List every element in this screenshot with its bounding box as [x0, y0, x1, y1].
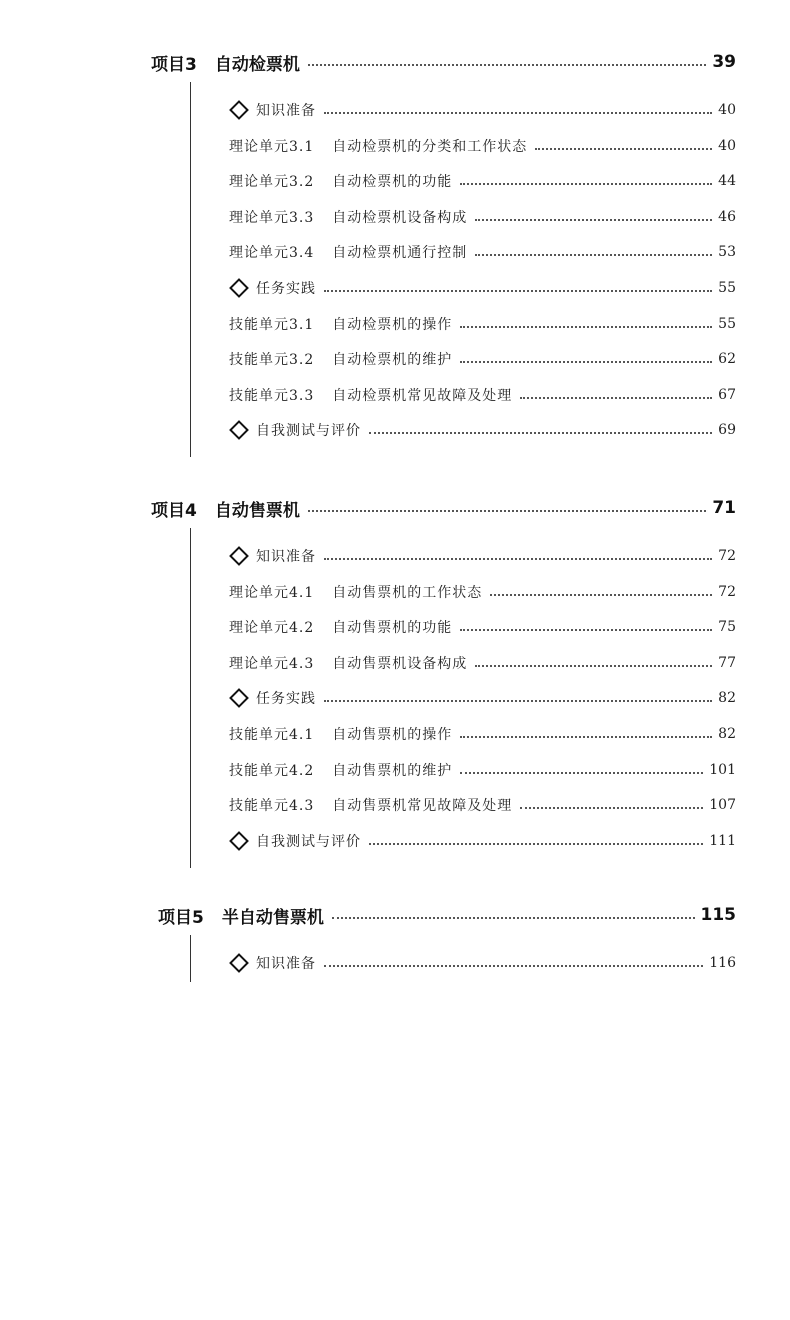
- diamond-bullet-icon: [229, 546, 249, 566]
- page-number: 53: [718, 244, 736, 261]
- entry-title: 自动检票机的操作: [332, 316, 453, 333]
- toc-unit-entry[interactable]: [229, 650, 736, 676]
- toc-unit-entry[interactable]: [229, 239, 736, 265]
- page-number: 39: [712, 52, 736, 72]
- entry-title: 知识准备: [256, 549, 316, 565]
- project-title: 自动售票机: [214, 500, 300, 521]
- dot-leader: [460, 772, 703, 774]
- dot-leader: [475, 254, 712, 256]
- page-number: 115: [700, 905, 736, 925]
- dot-leader: [460, 326, 712, 328]
- diamond-bullet-icon: [229, 831, 249, 851]
- section-vertical-rule: [190, 82, 191, 457]
- toc-unit-entry[interactable]: [229, 792, 736, 818]
- entry-title: 自我测试与评价: [256, 833, 361, 850]
- page-number: 116: [709, 955, 736, 971]
- dot-leader: [324, 558, 712, 560]
- toc-unit-entry[interactable]: [229, 721, 736, 747]
- page-number: 40: [718, 102, 736, 118]
- toc-unit-entry[interactable]: [229, 204, 736, 230]
- entry-title: 自动售票机的功能: [332, 620, 453, 637]
- page-number: 67: [718, 386, 736, 403]
- project-heading[interactable]: [158, 900, 736, 930]
- toc-category-entry[interactable]: [229, 685, 736, 711]
- toc-category-entry[interactable]: [229, 275, 736, 301]
- page-number: 55: [718, 315, 736, 332]
- section-vertical-rule: [190, 528, 191, 868]
- entry-title: 自动售票机的工作状态: [332, 584, 483, 601]
- toc-unit-entry[interactable]: [229, 614, 736, 640]
- diamond-bullet-icon: [229, 100, 249, 120]
- section-vertical-rule: [190, 935, 191, 982]
- page-number: 77: [718, 654, 736, 671]
- page-number: 46: [718, 208, 736, 225]
- entry-title: 自动售票机的操作: [332, 727, 453, 743]
- project-number: 项目5: [158, 907, 204, 928]
- dot-leader: [460, 183, 712, 185]
- dot-leader: [490, 594, 712, 596]
- unit-label: 理论单元3.4: [229, 245, 315, 262]
- unit-label: 理论单元3.3: [229, 209, 315, 226]
- unit-label: 技能单元4.1: [229, 727, 315, 743]
- page-number: 44: [718, 173, 736, 190]
- entry-title: 任务实践: [256, 691, 316, 708]
- dot-leader: [324, 112, 712, 114]
- page-number: 75: [718, 619, 736, 636]
- dot-leader: [535, 148, 712, 150]
- entry-title: 任务实践: [256, 281, 316, 297]
- entry-title: 知识准备: [256, 103, 316, 119]
- toc-category-entry[interactable]: [229, 543, 736, 569]
- entry-title: 知识准备: [256, 956, 316, 972]
- dot-leader: [308, 510, 706, 512]
- toc-unit-entry[interactable]: [229, 382, 736, 408]
- dot-leader: [369, 432, 712, 434]
- dot-leader: [520, 807, 703, 809]
- toc-category-entry[interactable]: [229, 950, 736, 976]
- entry-title: 自动检票机的分类和工作状态: [332, 138, 528, 155]
- dot-leader: [332, 917, 695, 919]
- entry-title: 自动检票机通行控制: [332, 245, 468, 262]
- project-number: 项目3: [151, 54, 197, 75]
- toc-section-3: [0, 47, 790, 467]
- entry-title: 自我测试与评价: [256, 423, 361, 440]
- diamond-bullet-icon: [229, 688, 249, 708]
- page-number: 82: [718, 690, 736, 707]
- toc-unit-entry[interactable]: [229, 346, 736, 372]
- unit-label: 技能单元3.2: [229, 352, 315, 369]
- entry-title: 自动检票机设备构成: [332, 209, 468, 226]
- entry-title: 自动售票机设备构成: [332, 655, 468, 672]
- page-number: 101: [709, 761, 736, 778]
- project-title: 自动检票机: [214, 54, 300, 75]
- entry-title: 自动售票机的维护: [332, 762, 453, 779]
- diamond-bullet-icon: [229, 420, 249, 440]
- dot-leader: [460, 361, 712, 363]
- dot-leader: [460, 629, 712, 631]
- toc-unit-entry[interactable]: [229, 579, 736, 605]
- dot-leader: [460, 736, 712, 738]
- page-number: 107: [709, 797, 736, 814]
- page-number: 82: [718, 726, 736, 742]
- page-number: 69: [718, 422, 736, 439]
- dot-leader: [324, 965, 703, 967]
- project-number: 项目4: [151, 500, 197, 521]
- project-heading[interactable]: [151, 493, 736, 523]
- toc-unit-entry[interactable]: [229, 757, 736, 783]
- page-number: 62: [718, 351, 736, 368]
- unit-label: 理论单元4.2: [229, 620, 315, 637]
- dot-leader: [308, 64, 706, 66]
- entry-title: 自动检票机的维护: [332, 352, 453, 369]
- toc-unit-entry[interactable]: [229, 311, 736, 337]
- unit-label: 理论单元4.1: [229, 584, 315, 601]
- dot-leader: [369, 843, 703, 845]
- project-heading[interactable]: [151, 47, 736, 77]
- toc-section-5: [0, 900, 790, 1320]
- page-number: 111: [709, 832, 736, 849]
- toc-unit-entry[interactable]: [229, 168, 736, 194]
- unit-label: 技能单元3.1: [229, 316, 315, 333]
- page-number: 55: [718, 280, 736, 296]
- toc-section-4: [0, 493, 790, 913]
- unit-label: 技能单元3.3: [229, 387, 315, 404]
- unit-label: 理论单元4.3: [229, 655, 315, 672]
- toc-category-entry[interactable]: [229, 417, 736, 443]
- page-number: 71: [712, 498, 736, 518]
- diamond-bullet-icon: [229, 278, 249, 298]
- entry-title: 自动检票机的功能: [332, 174, 453, 191]
- dot-leader: [324, 290, 712, 292]
- diamond-bullet-icon: [229, 953, 249, 973]
- dot-leader: [475, 665, 712, 667]
- page-number: 72: [718, 583, 736, 600]
- page-number: 40: [718, 137, 736, 154]
- unit-label: 技能单元4.3: [229, 798, 315, 815]
- page-number: 72: [718, 548, 736, 564]
- unit-label: 理论单元3.2: [229, 174, 315, 191]
- toc-category-entry[interactable]: [229, 828, 736, 854]
- unit-label: 理论单元3.1: [229, 138, 315, 155]
- project-title: 半自动售票机: [221, 907, 324, 928]
- unit-label: 技能单元4.2: [229, 762, 315, 779]
- dot-leader: [324, 700, 712, 702]
- toc-category-entry[interactable]: [229, 97, 736, 123]
- toc-unit-entry[interactable]: [229, 133, 736, 159]
- dot-leader: [520, 397, 712, 399]
- entry-title: 自动售票机常见故障及处理: [332, 798, 513, 815]
- dot-leader: [475, 219, 712, 221]
- entry-title: 自动检票机常见故障及处理: [332, 387, 513, 404]
